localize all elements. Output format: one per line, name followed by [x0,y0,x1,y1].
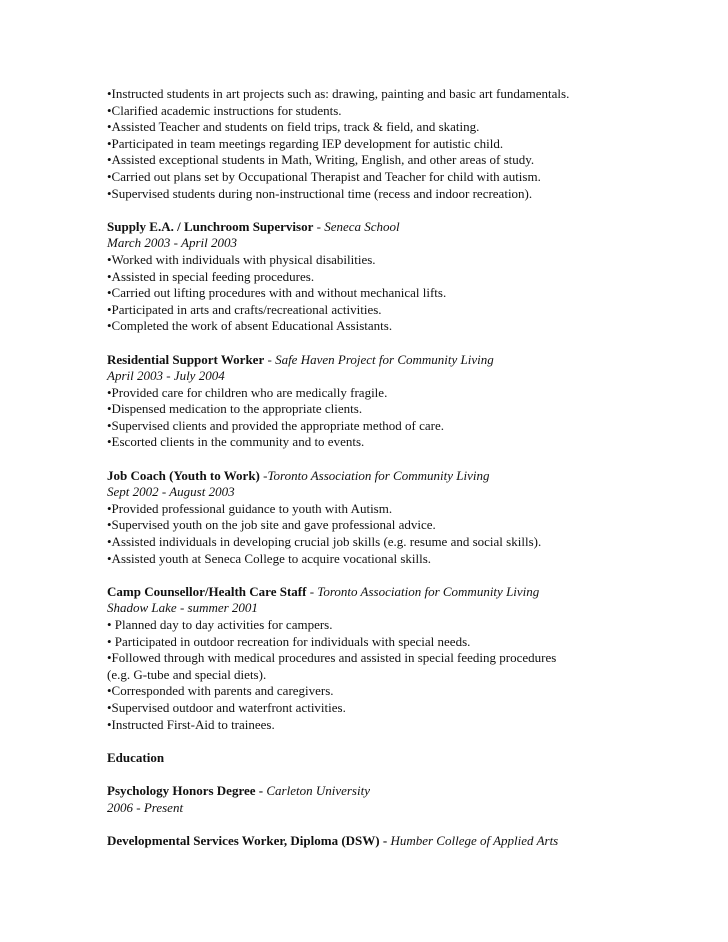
list-item: •Instructed First-Aid to trainees. [107,716,275,732]
list-item: •Supervised clients and provided the appropriate method of care. [107,417,445,433]
job-title: Job Coach (Youth to Work) [107,467,260,483]
education-heading [107,783,707,800]
list-item: •Carried out lifting procedures with and without mechanical lifts. [107,285,447,301]
list-item: •Assisted individuals in developing crucial job skills (e.g. resume and social skills). [107,534,542,550]
job-organization: Seneca School [324,218,400,234]
education-section [107,750,707,850]
list-item: •Assisted exceptional students in Math, Writing, English, and other areas of study. [107,152,535,168]
list-item: • Planned day to day activities for campers. [107,617,333,632]
list-item: •Followed through with medical procedures and assisted in special feeding procedures [107,650,557,666]
list-item: •Escorted clients in the community and to events. [107,434,365,450]
list-item: •Supervised students during non-instructional time (recess and indoor recreation). [107,185,533,201]
list-item: •Participated in team meetings regarding IEP development for autistic child. [107,135,504,151]
list-item: •Clarified academic instructions for students. [107,102,342,118]
education-entry [107,783,707,816]
degree-title: Developmental Services Worker, Diploma (DSW) - [107,832,388,848]
resume-page [107,86,707,849]
job-dates: Shadow Lake - summer 2001 [107,600,258,616]
list-item: •Corresponded with parents and caregivers. [107,683,334,699]
job-separator: - [259,467,268,483]
job-dates: Sept 2002 - August 2003 [107,484,235,500]
list-item: •Completed the work of absent Educational Assistants. [107,318,393,334]
job-entry-job-coach [107,468,707,568]
job-title: Supply E.A. / Lunchroom Supervisor [107,218,314,234]
list-item: (e.g. G-tube and special diets). [107,666,267,682]
list-item: •Assisted Teacher and students on field trips, track & field, and skating. [107,119,480,135]
list-item: •Participated in arts and crafts/recreational activities. [107,301,382,317]
education-dates: 2006 - Present [107,799,184,815]
job-organization: Toronto Association for Community Living [317,583,540,599]
degree-title: Psychology Honors Degree - [107,782,264,798]
list-item: •Provided care for children who are medically fragile. [107,384,388,400]
list-item: •Provided professional guidance to youth with Autism. [107,500,393,516]
job-separator: - [306,583,318,599]
list-item: •Assisted youth at Seneca College to acquire vocational skills. [107,550,432,566]
job-title: Residential Support Worker [107,351,265,367]
list-item: • Participated in outdoor recreation for individuals with special needs. [107,633,471,649]
institution: Carleton University [266,782,370,798]
list-item: •Supervised youth on the job site and gave professional advice. [107,517,436,533]
job-heading [107,352,707,369]
job-heading [107,584,707,601]
job-entry-seneca-school [107,219,707,335]
list-item: •Worked with individuals with physical disabilities. [107,251,376,267]
job-dates: April 2003 - July 2004 [107,368,225,384]
list-item: •Dispensed medication to the appropriate clients. [107,401,363,417]
education-entry [107,833,707,850]
intro-bullet-list [107,86,707,202]
job-organization: Toronto Association for Community Living [267,467,490,483]
education-heading [107,833,707,850]
list-item: •Instructed students in art projects such as: drawing, painting and basic art fundamentals. [107,86,570,101]
job-heading [107,219,707,236]
job-separator: - [313,218,325,234]
job-entry-camp-counsellor [107,584,707,733]
list-item: •Supervised outdoor and waterfront activities. [107,699,346,715]
job-dates: March 2003 - April 2003 [107,235,237,251]
job-entry-safe-haven [107,352,707,452]
list-item: •Assisted in special feeding procedures. [107,268,315,284]
list-item: •Carried out plans set by Occupational Therapist and Teacher for child with autism. [107,168,541,184]
job-title: Camp Counsellor/Health Care Staff [107,583,307,599]
section-heading: Education [107,749,165,765]
institution: Humber College of Applied Arts [390,832,559,848]
job-separator: - [264,351,276,367]
job-organization: Safe Haven Project for Community Living [275,351,494,367]
job-heading [107,468,707,485]
